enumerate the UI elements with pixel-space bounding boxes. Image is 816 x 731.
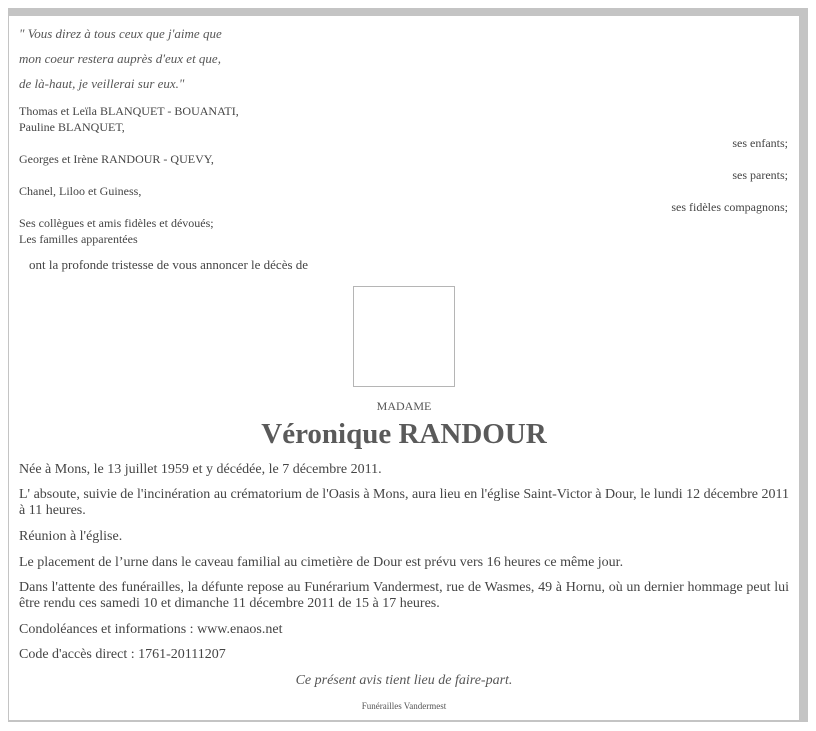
closing-note: Ce présent avis tient lieu de faire-part. bbox=[295, 673, 513, 688]
parents-role: ses parents; bbox=[732, 168, 788, 182]
funerarium-paragraph: Dans l'attente des funérailles, la défunte repose au Funérarium Vandermest, rue de Wasmes, 49 à Hornu, où un dernier hommage peut lui être rendu ces samedi 10 et dimanche 11 décembre 2011 de 15 à 17 heures. bbox=[19, 580, 789, 611]
quote-line-3: de là-haut, je veillerai sur eux." bbox=[19, 76, 185, 91]
colleagues-line: Ses collègues et amis fidèles et dévoués; bbox=[19, 216, 214, 230]
parents-names: Georges et Irène RANDOUR - QUEVY, bbox=[19, 152, 214, 166]
birth-death-paragraph: Née à Mons, le 13 juillet 1959 et y décédée, le 7 décembre 2011. bbox=[19, 462, 382, 477]
access-code-paragraph: Code d'accès direct : 1761-20111207 bbox=[19, 647, 226, 662]
quote-line-2: mon coeur restera auprès d'eux et que, bbox=[19, 51, 221, 66]
relatives-line: Les familles apparentées bbox=[19, 232, 138, 246]
title-prefix: MADAME bbox=[376, 399, 432, 413]
children-names-2: Pauline BLANQUET, bbox=[19, 120, 125, 134]
companions-names: Chanel, Liloo et Guiness, bbox=[19, 184, 142, 198]
children-names-1: Thomas et Leïla BLANQUET - BOUANATI, bbox=[19, 104, 239, 118]
deceased-name: Véronique RANDOUR bbox=[261, 418, 547, 450]
ceremony-paragraph: L' absoute, suivie de l'incinération au crématorium de l'Oasis à Mons, aura lieu en l'église Saint-Victor à Dour, le lundi 12 décembre 2011 à 11 heures. bbox=[19, 487, 789, 518]
companions-role: ses fidèles compagnons; bbox=[671, 200, 788, 214]
quote-line-1: " Vous direz à tous ceux que j'aime que bbox=[19, 26, 222, 41]
urn-paragraph: Le placement de l’urne dans le caveau familial au cimetière de Dour est prévu vers 16 heures ce même jour. bbox=[19, 555, 624, 570]
meeting-paragraph: Réunion à l'église. bbox=[19, 529, 123, 544]
children-role: ses enfants; bbox=[732, 136, 788, 150]
announcement-text: ont la profonde tristesse de vous annoncer le décès de bbox=[29, 257, 309, 272]
footer-signature: Funérailles Vandermest bbox=[361, 701, 447, 711]
condolences-paragraph: Condoléances et informations : www.enaos.net bbox=[19, 622, 283, 637]
deceased-photo bbox=[353, 286, 455, 387]
